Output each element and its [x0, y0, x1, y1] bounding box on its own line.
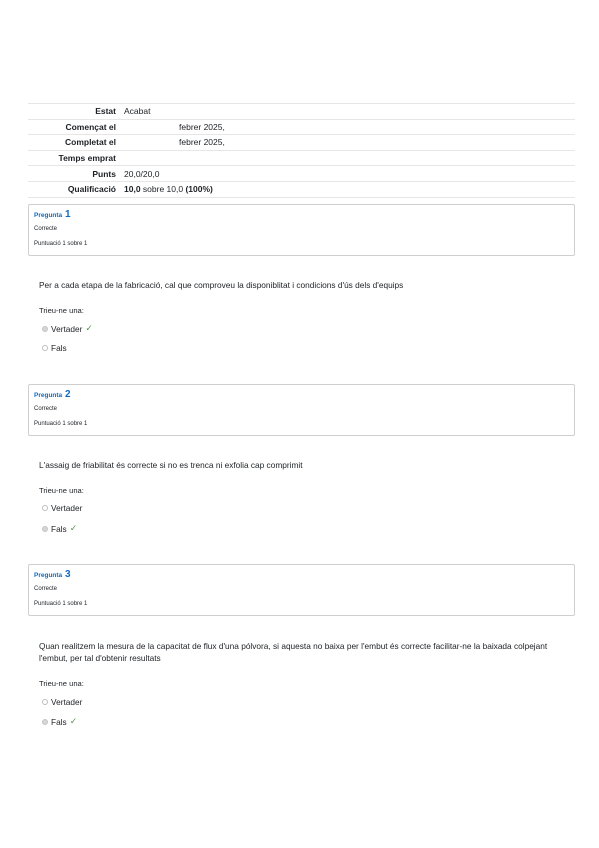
- question-info-3: [28, 564, 575, 616]
- question-text: Quan realitzem la mesura de la capacitat de flux d'una pólvora, si aquesta no baixa per l'embut és correcte facilitar-ne la baixada colpejant l'embut, per tal d'obtenir resultats: [39, 641, 548, 663]
- check-icon: ✓: [69, 523, 78, 533]
- radio-unselected[interactable]: [42, 699, 48, 705]
- summary-row-grade: [28, 181, 575, 197]
- question-grade: Puntuació 1 sobre 1: [34, 421, 88, 427]
- radio-unselected[interactable]: [42, 505, 48, 511]
- radio-unselected[interactable]: [42, 345, 48, 351]
- summary-row-started: [28, 119, 575, 135]
- option-label: Vertader: [51, 697, 83, 707]
- question-number: 1: [64, 209, 71, 220]
- answer-option-false[interactable]: [42, 343, 67, 353]
- answer-option-false[interactable]: [42, 716, 77, 727]
- summary-label: Completat el: [28, 135, 124, 151]
- question-state: Correcte: [34, 226, 58, 232]
- question-text: Per a cada etapa de la fabricació, cal que comproveu la disponiblitat i condicions d'ús dels d'equips: [39, 280, 404, 290]
- summary-label: Punts: [28, 166, 124, 182]
- grade-middle: sobre 10,0: [142, 184, 184, 195]
- summary-row-completed: [28, 135, 575, 151]
- question-grade: Puntuació 1 sobre 1: [34, 601, 88, 607]
- question-number: 3: [64, 569, 71, 580]
- option-label: Fals: [51, 343, 67, 353]
- summary-value: Acabat: [124, 104, 575, 120]
- option-label: Vertader: [51, 323, 83, 334]
- radio-selected[interactable]: [42, 526, 48, 532]
- summary-row-marks: [28, 166, 575, 182]
- option-label: Fals: [51, 716, 67, 727]
- question-number: 2: [64, 389, 71, 400]
- answer-option-true[interactable]: [42, 503, 82, 513]
- question-state: Correcte: [34, 586, 58, 592]
- summary-grade-value: [124, 181, 575, 197]
- summary-label: Qualificació: [28, 181, 124, 197]
- option-label: Vertader: [51, 503, 83, 513]
- grade-score: 10,0: [124, 184, 141, 195]
- question-title: [34, 569, 71, 580]
- summary-row-state: [28, 104, 575, 120]
- question-title: [34, 209, 71, 220]
- summary-value: febrer 2025,: [124, 119, 575, 135]
- summary-label: Temps emprat: [28, 150, 124, 166]
- summary-row-time: [28, 150, 575, 166]
- question-info-2: [28, 384, 575, 436]
- check-icon: ✓: [69, 716, 78, 726]
- check-icon: ✓: [85, 323, 93, 333]
- grade-percent: (100%): [185, 184, 213, 195]
- answer-prompt: Trieu-ne una:: [39, 486, 84, 495]
- answer-prompt: Trieu-ne una:: [39, 679, 84, 688]
- radio-selected[interactable]: [42, 326, 48, 332]
- radio-selected[interactable]: [42, 719, 48, 725]
- question-state: Correcte: [34, 406, 58, 412]
- question-grade: Puntuació 1 sobre 1: [34, 241, 88, 247]
- question-title-prefix: Pregunta: [34, 392, 63, 399]
- answer-option-true[interactable]: [42, 323, 93, 334]
- question-title-prefix: Pregunta: [34, 572, 63, 579]
- summary-label: Començat el: [28, 119, 124, 135]
- answer-option-true[interactable]: [42, 697, 82, 707]
- question-info-1: [28, 204, 575, 256]
- option-label: Fals: [51, 523, 67, 534]
- question-text: L'assaig de friabilitat és correcte si no es trenca ni exfolia cap comprimit: [39, 460, 303, 470]
- answer-option-false[interactable]: [42, 523, 77, 534]
- question-title-prefix: Pregunta: [34, 212, 63, 219]
- question-title: [34, 389, 71, 400]
- attempt-summary-table: [28, 103, 575, 198]
- summary-value: 20,0/20,0: [124, 166, 575, 182]
- summary-label: Estat: [28, 104, 124, 120]
- summary-value: febrer 2025,: [124, 135, 575, 151]
- summary-value: [124, 150, 575, 166]
- answer-prompt: Trieu-ne una:: [39, 306, 84, 315]
